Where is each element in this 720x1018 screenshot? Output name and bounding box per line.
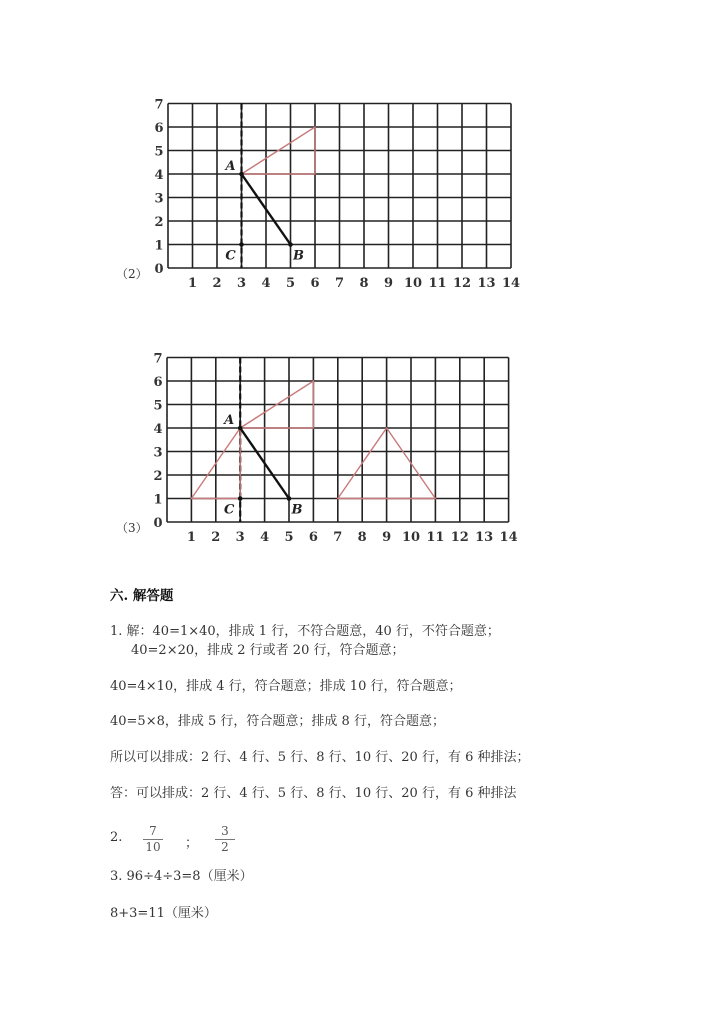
y-tick-label: 4 <box>154 168 164 183</box>
y-tick-label: 0 <box>154 262 164 277</box>
x-tick-label: 9 <box>382 530 392 545</box>
figure-label: （2） <box>116 267 148 281</box>
x-tick-label: 6 <box>310 276 320 291</box>
y-tick-label: 3 <box>153 445 163 461</box>
point-label-b: B <box>291 502 303 518</box>
point-c <box>239 242 244 247</box>
x-tick-label: 13 <box>477 276 496 291</box>
x-tick-label: 3 <box>236 276 247 291</box>
point-label-c: C <box>224 502 235 518</box>
y-tick-label: 1 <box>153 492 163 508</box>
fraction-3-2 <box>215 824 235 855</box>
y-tick-label: 7 <box>154 97 164 113</box>
x-tick-label: 1 <box>186 530 196 545</box>
q1-line2: 40=2×20，排成 2 行或者 20 行，符合题意； <box>131 643 405 658</box>
q1-line1: 1. 解：40=1×40，排成 1 行，不符合题意，40 行，不符合题意； <box>110 624 500 639</box>
grid-figure-3 <box>116 352 518 546</box>
point-label-a: A <box>225 159 236 174</box>
x-tick-label: 7 <box>334 276 345 291</box>
fraction-denominator: 2 <box>221 840 229 854</box>
x-tick-label: 13 <box>475 530 494 545</box>
x-tick-label: 12 <box>450 530 469 545</box>
y-tick-label: 5 <box>153 398 163 414</box>
point-a <box>239 172 244 177</box>
q2-number: 2. <box>110 830 123 845</box>
x-tick-label: 2 <box>212 276 222 291</box>
x-tick-label: 14 <box>501 276 521 291</box>
q3-line1: 3. 96÷4÷3=8（厘米） <box>110 869 253 884</box>
point-b <box>287 496 292 501</box>
x-tick-label: 6 <box>308 530 318 545</box>
x-tick-label: 8 <box>359 276 369 291</box>
y-tick-label: 5 <box>154 144 164 160</box>
fraction-denominator: 10 <box>145 840 161 854</box>
x-tick-label: 11 <box>428 276 447 291</box>
x-tick-label: 14 <box>499 530 518 545</box>
y-tick-label: 6 <box>154 121 164 136</box>
x-tick-label: 4 <box>260 530 270 545</box>
q1-answer: 答：可以排成：2 行、4 行、5 行、8 行、10 行、20 行，有 6 种排法 <box>110 786 517 801</box>
section-title: 六. 解答题 <box>110 588 174 604</box>
x-tick-label: 3 <box>235 530 245 545</box>
point-label-c: C <box>225 248 236 264</box>
y-tick-label: 2 <box>153 469 163 484</box>
y-tick-label: 7 <box>153 351 163 367</box>
y-tick-label: 1 <box>154 238 164 254</box>
q1-line5: 所以可以排成：2 行、4 行、5 行、8 行、10 行、20 行，有 6 种排法； <box>110 750 530 765</box>
y-tick-label: 3 <box>154 191 164 207</box>
x-tick-label: 5 <box>284 530 294 545</box>
figure-label: （3） <box>116 521 148 535</box>
q2-separator: ； <box>185 836 199 851</box>
fraction-numerator: 3 <box>215 824 235 840</box>
q1-line3: 40=4×10，排成 4 行，符合题意；排成 10 行，符合题意； <box>110 679 462 694</box>
q3-line2: 8+3=11（厘米） <box>110 906 217 921</box>
point-a <box>238 426 243 431</box>
x-tick-label: 8 <box>357 530 367 545</box>
y-tick-label: 0 <box>153 516 163 531</box>
y-tick-label: 2 <box>154 215 164 230</box>
x-tick-label: 9 <box>383 276 394 291</box>
y-tick-label: 4 <box>153 422 163 437</box>
grid-figure-2 <box>116 98 520 292</box>
x-tick-label: 2 <box>211 530 221 545</box>
q1-line4: 40=5×8，排成 5 行，符合题意；排成 8 行，符合题意； <box>110 714 445 729</box>
x-tick-label: 11 <box>426 530 445 545</box>
point-label-a: A <box>224 413 235 428</box>
fraction-numerator: 7 <box>143 824 163 840</box>
x-tick-label: 10 <box>401 530 421 545</box>
y-tick-label: 6 <box>153 375 163 390</box>
x-tick-label: 10 <box>403 276 423 291</box>
x-tick-label: 4 <box>261 276 271 291</box>
fraction-7-10 <box>143 824 163 855</box>
x-tick-label: 5 <box>285 276 296 291</box>
x-tick-label: 7 <box>333 530 343 545</box>
point-label-b: B <box>293 248 304 264</box>
point-c <box>238 496 243 501</box>
point-b <box>288 242 293 247</box>
x-tick-label: 12 <box>452 276 472 291</box>
x-tick-label: 1 <box>187 276 198 291</box>
